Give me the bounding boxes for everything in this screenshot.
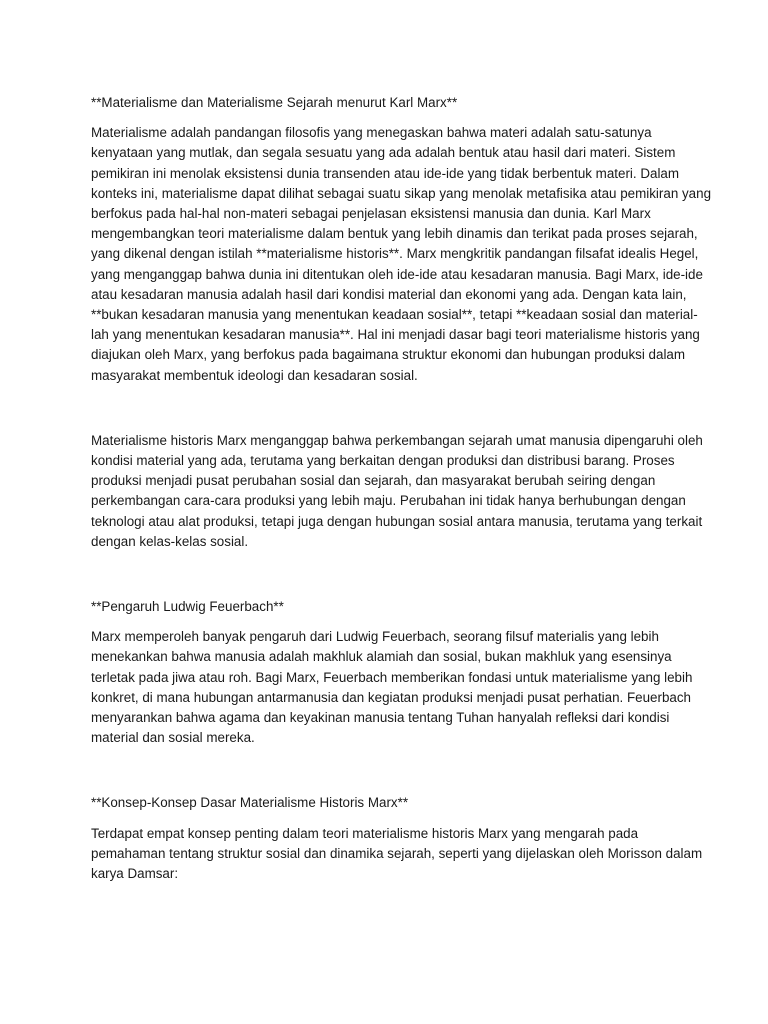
text-line: **bukan kesadaran manusia yang menentukan keadaan sosial**, tetapi **keadaan sosial dan material- bbox=[91, 307, 698, 323]
heading-text: **Konsep-Konsep Dasar Materialisme Historis Marx** bbox=[91, 795, 409, 811]
section-heading-materialism bbox=[91, 93, 683, 113]
paragraph-materialism-definition bbox=[91, 123, 712, 386]
text-line: material dan sosial mereka. bbox=[91, 730, 255, 746]
heading-text: **Materialisme dan Materialisme Sejarah menurut Karl Marx** bbox=[91, 95, 458, 110]
text-line: berfokus pada hal-hal non-materi sebagai penjelasan eksistensi manusia dan dunia. Karl Marx bbox=[91, 206, 651, 222]
text-line: atau kesadaran manusia adalah hasil dari kondisi material dan ekonomi yang ada. Dengan kata lain, bbox=[91, 286, 687, 302]
text-line: diajukan oleh Marx, yang berfokus pada bagaimana struktur ekonomi dan hubungan produksi dalam bbox=[91, 347, 686, 363]
text-line: mengembangkan teori materialisme dalam bentuk yang lebih dinamis dan terikat pada proses sejarah, bbox=[91, 226, 698, 242]
text-line: masyarakat membentuk ideologi dan kesadaran sosial. bbox=[91, 367, 418, 383]
text-line: kenyataan yang mutlak, dan segala sesuatu yang ada adalah bentuk atau hasil dari materi. Sistem bbox=[91, 145, 676, 161]
text-line: produksi menjadi pusat perubahan sosial dan sejarah, dan masyarakat berubah seiring dengan bbox=[91, 473, 656, 489]
text-line: yang dikenal dengan istilah **materialisme historis**. Marx mengkritik pandangan filsafat idealis Hegel, bbox=[91, 246, 699, 262]
text-line: Materialisme historis Marx menganggap bahwa perkembangan sejarah umat manusia dipengaruhi oleh bbox=[91, 432, 703, 448]
section-heading-basic-concepts bbox=[91, 793, 683, 813]
text-line: menyarankan bahwa agama dan keyakinan manusia tentang Tuhan hanyalah refleksi dari kondisi bbox=[91, 710, 670, 726]
text-line: yang menganggap bahwa dunia ini ditentukan oleh ide-ide atau kesadaran manusia. Bagi Marx, ide-ide bbox=[91, 266, 703, 282]
paragraph-feuerbach bbox=[91, 627, 693, 748]
text-line: perkembangan cara-cara produksi yang lebih maju. Perubahan ini tidak hanya berhubungan dengan bbox=[91, 493, 686, 509]
heading-text: **Pengaruh Ludwig Feuerbach** bbox=[91, 599, 284, 615]
text-line: lah yang menentukan kesadaran manusia**. Hal ini menjadi dasar bagi teori materialisme historis yang bbox=[91, 327, 700, 343]
text-line: karya Damsar: bbox=[91, 866, 179, 882]
text-line: kondisi material yang ada, terutama yang berkaitan dengan produksi dan distribusi barang. Proses bbox=[91, 453, 675, 469]
text-line: terletak pada jiwa atau roh. Bagi Marx, Feuerbach memberikan fondasi untuk materialisme yang lebih bbox=[91, 669, 693, 685]
section-heading-feuerbach bbox=[91, 597, 683, 617]
paragraph-historical-materialism bbox=[91, 431, 703, 552]
paragraph-four-concepts bbox=[91, 824, 703, 885]
paragraph-spacer bbox=[91, 386, 683, 431]
text-line: menekankan bahwa manusia adalah makhluk alamiah dan sosial, bukan makhluk yang esensinya bbox=[91, 649, 672, 665]
text-line: Materialisme adalah pandangan filosofis yang menegaskan bahwa materi adalah satu-satunya bbox=[91, 125, 652, 141]
text-line: konteks ini, materialisme dapat dilihat sebagai suatu sikap yang menolak metafisika atau pemikiran yang bbox=[91, 185, 712, 201]
text-line: teknologi atau alat produksi, tetapi juga dengan hubungan sosial antara manusia, terutama yang terkait bbox=[91, 513, 703, 529]
paragraph-spacer bbox=[91, 748, 683, 793]
text-line: dengan kelas-kelas sosial. bbox=[91, 533, 249, 549]
text-line: Terdapat empat konsep penting dalam teori materialisme historis Marx yang mengarah pada bbox=[91, 825, 639, 841]
text-line: pemahaman tentang struktur sosial dan dinamika sejarah, seperti yang dijelaskan oleh Morisson dalam bbox=[91, 845, 703, 861]
text-line: pemikiran ini menolak eksistensi dunia transenden atau ide-ide yang tidak berbentuk materi. Dalam bbox=[91, 165, 680, 181]
text-line: Marx memperoleh banyak pengaruh dari Ludwig Feuerbach, seorang filsuf materialis yang lebih bbox=[91, 629, 659, 645]
paragraph-spacer bbox=[91, 552, 683, 597]
text-line: konkret, di mana hubungan antarmanusia dan kegiatan produksi menjadi pusat perhatian. Feuerbach bbox=[91, 689, 691, 705]
document-page bbox=[91, 93, 712, 884]
